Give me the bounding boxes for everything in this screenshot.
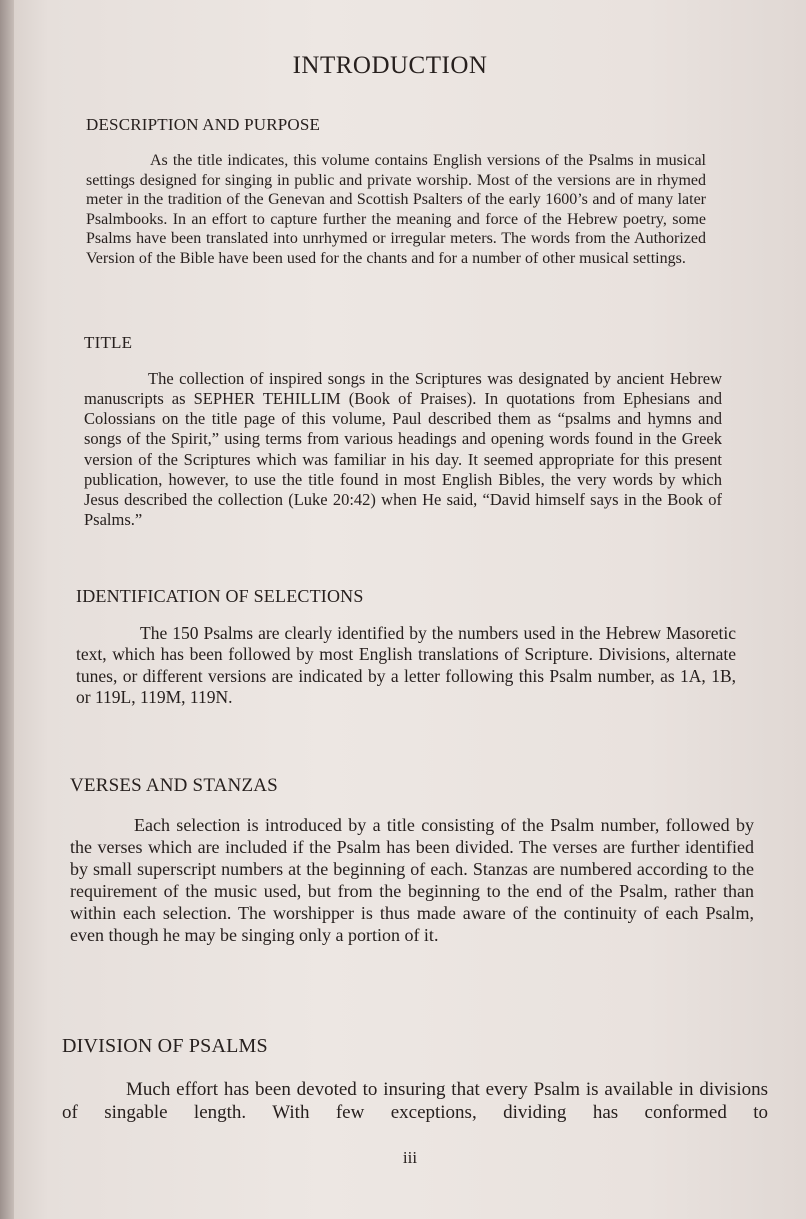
book-spine-shadow — [0, 0, 14, 1219]
section-heading: VERSES AND STANZAS — [70, 775, 278, 796]
section-body: The 150 Psalms are clearly identified by the numbers used in the Hebrew Masoretic text, which has been followed by most English translations of Scripture. Divisions, alternate tunes, or different versions are indicated by a letter following this Psalm number, as 1A, 1B, or 119L, 119M, 119N. — [76, 623, 736, 708]
page-number: iii — [402, 1148, 418, 1167]
section-verses-and-stanzas — [70, 775, 754, 947]
section-heading: DESCRIPTION AND PURPOSE — [86, 115, 321, 134]
section-body: Much effort has been devoted to insuring that every Psalm is available in divisions of singable length. With few exceptions, dividing has conformed to — [62, 1079, 768, 1124]
section-heading: IDENTIFICATION OF SELECTIONS — [76, 586, 364, 606]
section-body: Each selection is introduced by a title consisting of the Psalm number, followed by the verses which are included if the Psalm has been divided. The verses are further identified by small superscript numbers at the beginning of each. Stanzas are numbered according to the requirement of the music used, but from the beginning to the end of the Psalm, rather than within each selection. The worshipper is thus made aware of the continuity of each Psalm, even though he may be singing only a portion of it. — [70, 815, 754, 945]
section-body: As the title indicates, this volume contains English versions of the Psalms in musical settings designed for singing in public and private worship. Most of the versions are in rhymed meter in the tradition of the Genevan and Scottish Psalters of the early 1600’s and of many later Psalmbooks. In an effort to capture further the meaning and force of the Hebrew poetry, some Psalms have been translated into unrhymed or irregular meters. The words from the Authorized Version of the Bible have been used for the chants and for a number of other musical settings. — [86, 152, 706, 267]
page-title: INTRODUCTION — [292, 52, 488, 79]
section-heading: DIVISION OF PSALMS — [62, 1035, 268, 1057]
section-identification-of-selections — [76, 586, 736, 708]
section-division-of-psalms — [62, 1035, 768, 1124]
section-heading: TITLE — [84, 333, 133, 352]
section-body: The collection of inspired songs in the Scriptures was designated by ancient Hebrew manuscripts as SEPHER TEHILLIM (Book of Praises). In quotations from Ephesians and Colossians on the title page of this volume, Paul described them as “psalms and hymns and songs of the Spirit,” using terms from various headings and opening words found in the Greek version of the Scriptures which was familiar in his day. It seemed appropriate for this present publication, however, to use the title found in most English Bibles, the very words by which Jesus described the collection (Luke 20:42) when He said, “David himself says in the Book of Psalms.” — [84, 369, 722, 529]
section-description-and-purpose — [86, 115, 706, 268]
section-title — [84, 333, 722, 530]
